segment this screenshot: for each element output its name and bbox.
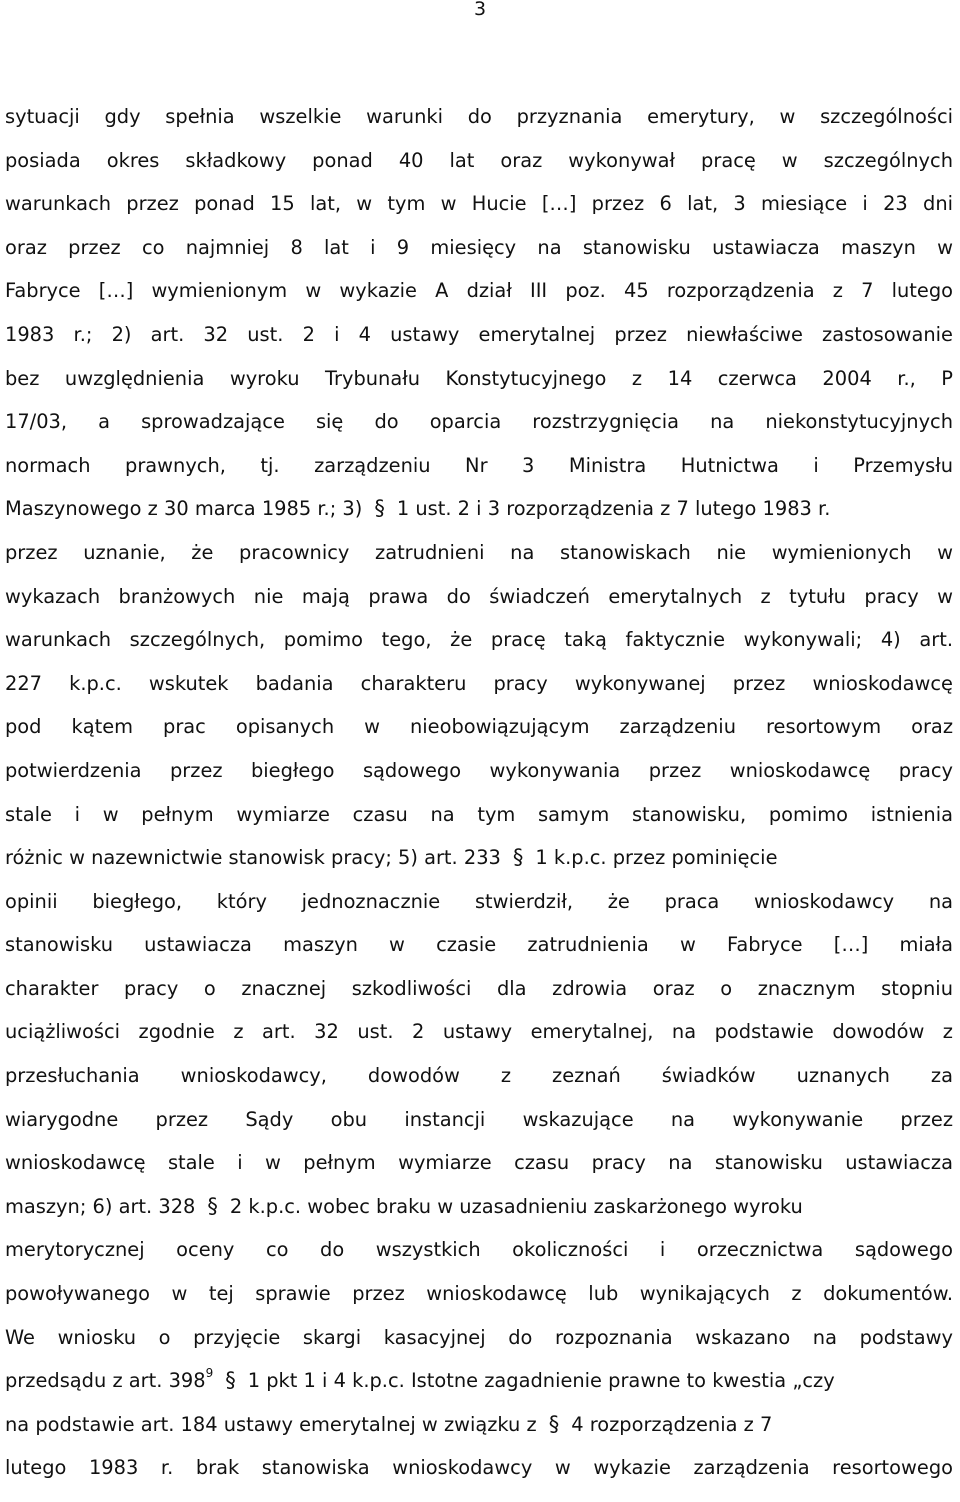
text-line: oraz przez co najmniej 8 lat i 9 miesięcy na stanowisku ustawiacza maszyn w [5,235,953,259]
text-segment: na podstawie art. 184 ustawy emerytalnej w związku z [5,1412,537,1436]
text-line: wnioskodawcę stale i w pełnym wymiarze czasu pracy na stanowisku ustawiacza [5,1151,953,1175]
text-segment: 1 pkt 1 i 4 k.p.c. Istotne zagadnienie prawne to kwestia „czy [247,1369,835,1393]
text-segment: 2 k.p.c. wobec braku w uzasadnieniu zaskarżonego wyroku [229,1194,803,1218]
text-segment: 1 k.p.c. przez pominięcie [535,846,778,870]
text-line: warunkach przez ponad 15 lat, w tym w Hucie […] przez 6 lat, 3 miesiące i 23 dni [5,192,953,216]
superscript: 9 [205,1365,214,1380]
section-sign: § [225,1368,236,1393]
text-line: opinii biegłego, który jednoznacznie stwierdził, że praca wnioskodawcy na [5,889,953,913]
text-line: stanowisku ustawiacza maszyn w czasie zatrudnienia w Fabryce […] miała [5,933,953,957]
page-number: 3 [473,0,487,20]
section-sign: § [374,496,385,521]
text-line: lutego 1983 r. brak stanowiska wnioskodawcy w wykazie zarządzenia resortowego [5,1456,953,1480]
text-line: stale i w pełnym wymiarze czasu na tym samym stanowisku, pomimo istnienia [5,802,953,826]
text-line: wiarygodne przez Sądy obu instancji wskazujące na wykonywanie przez [5,1107,953,1131]
text-line: 1983 r.; 2) art. 32 ust. 2 i 4 ustawy emerytalnej przez niewłaściwe zastosowanie [5,322,953,346]
text-line: uciążliwości zgodnie z art. 32 ust. 2 ustawy emerytalnej, na podstawie dowodów z [5,1020,953,1044]
text-line: posiada okres składkowy ponad 40 lat oraz wykonywał pracę w szczególnych [5,148,953,172]
text-line: sytuacji gdy spełnia wszelkie warunki do przyznania emerytury, w szczególności [5,105,953,128]
text-line [5,1403,953,1447]
text-segment: maszyn; 6) art. 328 [5,1194,196,1218]
text-segment: przedsądu z art. 398 [5,1369,206,1393]
body-text [5,95,953,1490]
text-line: warunkach szczególnych, pomimo tego, że pracę taką faktycznie wykonywali; 4) art. [5,628,953,652]
text-line [5,836,953,880]
text-line: przesłuchania wnioskodawcy, dowodów z zeznań świadków uznanych za [5,1064,953,1088]
text-segment: różnic w nazewnictwie stanowisk pracy; 5) art. 233 [5,846,501,870]
text-line: potwierdzenia przez biegłego sądowego wykonywania przez wnioskodawcę pracy [5,758,953,782]
text-line [5,487,953,531]
text-line [5,1185,953,1229]
text-line: charakter pracy o znacznej szkodliwości dla zdrowia oraz o znacznym stopniu [5,976,953,1000]
text-line: 17/03, a sprowadzające się do oparcia rozstrzygnięcia na niekonstytucyjnych [5,410,953,434]
text-segment: 1 ust. 2 i 3 rozporządzenia z 7 lutego 1983 r. [396,497,831,521]
text-line [5,1359,953,1403]
text-segment: Maszynowego z 30 marca 1985 r.; 3) [5,497,363,521]
text-line: normach prawnych, tj. zarządzeniu Nr 3 Ministra Hutnictwa i Przemysłu [5,453,953,477]
text-line: merytorycznej oceny co do wszystkich okoliczności i orzecznictwa sądowego [5,1238,953,1262]
text-segment: 4 rozporządzenia z 7 [571,1412,773,1436]
text-line: przez uznanie, że pracownicy zatrudnieni na stanowiskach nie wymienionych w [5,540,953,564]
text-line: 227 k.p.c. wskutek badania charakteru pracy wykonywanej przez wnioskodawcę [5,671,953,695]
section-sign: § [207,1193,218,1218]
text-line: We wniosku o przyjęcie skargi kasacyjnej do rozpoznania wskazano na podstawy [5,1325,953,1349]
text-line: pod kątem prac opisanych w nieobowiązującym zarządzeniu resortowym oraz [5,715,953,739]
section-sign: § [548,1411,560,1436]
text-line: Fabryce […] wymienionym w wykazie A dział III poz. 45 rozporządzenia z 7 lutego [5,279,953,303]
text-line: wykazach branżowych nie mają prawa do świadczeń emerytalnych z tytułu pracy w [5,584,953,608]
text-line: powoływanego w tej sprawie przez wnioskodawcę lub wynikających z dokumentów. [5,1282,953,1306]
section-sign: § [512,845,524,870]
text-line: bez uwzględnienia wyroku Trybunału Konstytucyjnego z 14 czerwca 2004 r., P [5,366,953,390]
